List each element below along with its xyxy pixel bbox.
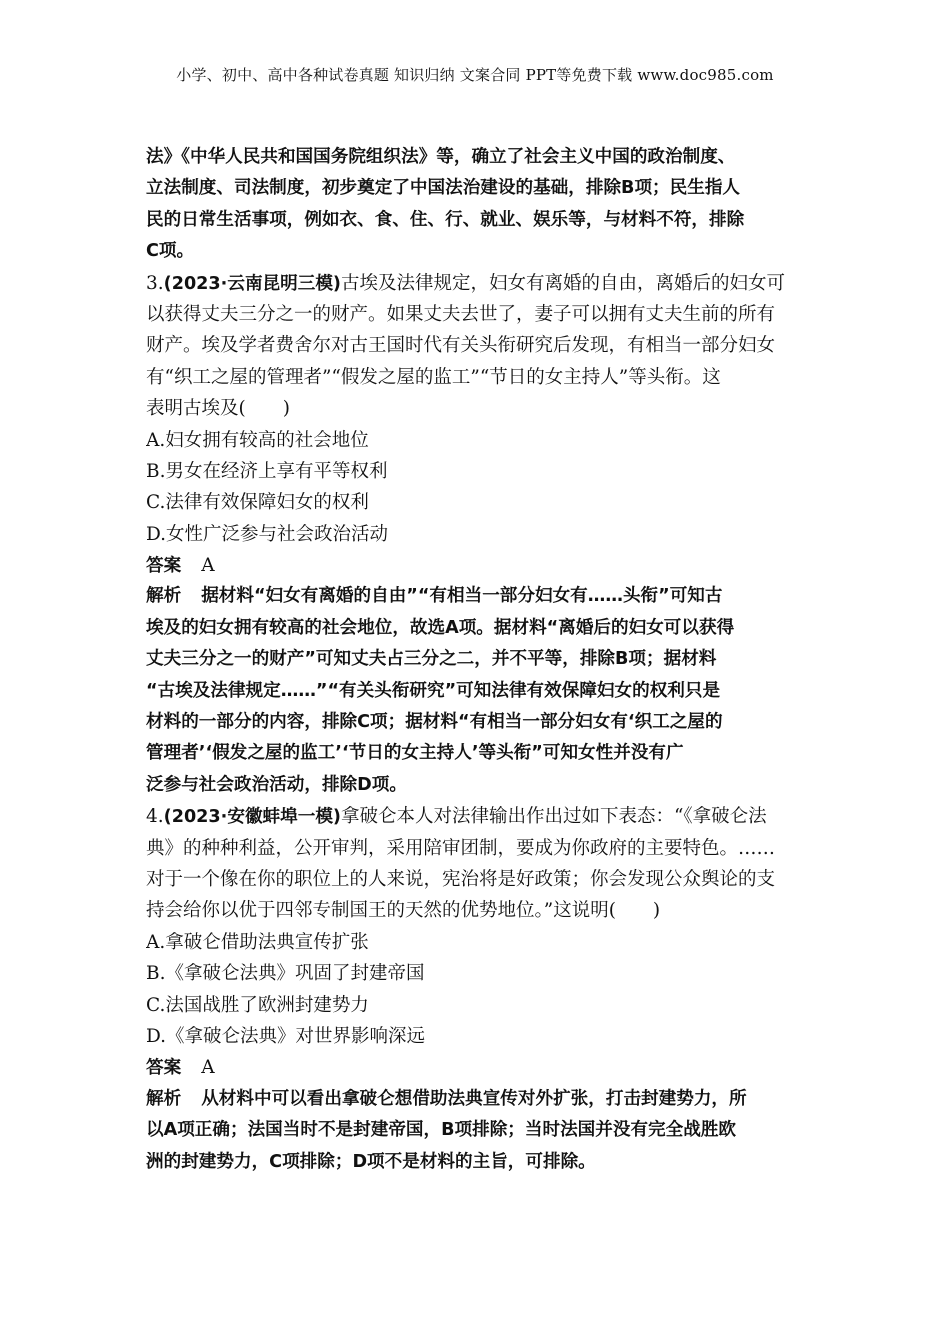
option-d: D.《拿破仑法典》对世界影响深远	[146, 1025, 426, 1047]
question-3	[146, 268, 810, 802]
answer-label: 答案	[146, 1058, 182, 1079]
analysis-line: 管理者’‘假发之屋的监工’‘节日的女主持人’等头衔”可知女性并没有广	[146, 743, 684, 764]
question-stem-line: 有“织工之屋的管理者”“假发之屋的监工”“节日的女主持人”等头衔。这	[146, 366, 721, 388]
question-stem-line: 财产。埃及学者费舍尔对古王国时代有关头衔研究后发现，有相当一部分妇女	[146, 335, 776, 357]
analysis-line: 民的日常生活事项，例如衣、食、住、行、就业、娱乐等，与材料不符，排除	[146, 209, 745, 230]
question-stem-line	[146, 268, 810, 299]
option-b: B.男女在经济上享有平等权利	[146, 460, 388, 482]
analysis-line: 材料的一部分的内容，排除C项；据材料“有相当一部分妇女有‘织工之屋的	[146, 712, 723, 733]
analysis-text: 从材料中可以看出拿破仑想借助法典宣传对外扩张，打击封建势力，所	[201, 1088, 747, 1109]
analysis-label: 解析	[146, 1088, 182, 1109]
question-source: (2023·安徽蚌埠一模)	[163, 807, 341, 828]
page-header: 小学、初中、高中各种试卷真题 知识归纳 文案合同 PPT等免费下载 www.doc985.com	[176, 66, 774, 84]
answer-value: A	[201, 1057, 215, 1079]
analysis-line: 以A项正确；法国当时不是封建帝国，B项排除；当时法国并没有完全战胜欧	[146, 1120, 737, 1141]
option-c: C.法国战胜了欧洲封建势力	[146, 994, 369, 1016]
question-source: (2023·云南昆明三模)	[163, 273, 341, 294]
analysis-line: 埃及的妇女拥有较高的社会地位，故选A项。据材料“离婚后的妇女可以获得	[146, 617, 735, 638]
question-stem-line	[146, 801, 810, 832]
analysis-line: 泛参与社会政治活动，排除D项。	[146, 774, 407, 795]
analysis-line: 法》《中华人民共和国国务院组织法》等，确立了社会主义中国的政治制度、	[146, 147, 736, 167]
question-4	[146, 801, 810, 1178]
analysis-text: 据材料“妇女有离婚的自由”“有相当一部分妇女有……头衔”可知古	[201, 586, 723, 607]
answer-value: A	[201, 555, 215, 577]
analysis-line	[146, 1084, 810, 1115]
option-c: C.法律有效保障妇女的权利	[146, 492, 369, 514]
document-body	[146, 142, 810, 1178]
question-stem-text: 拿破仑本人对法律输出作出过如下表态：“《拿破仑法	[340, 806, 767, 828]
analysis-line: 洲的封建势力，C项排除；D项不是材料的主旨，可排除。	[146, 1151, 596, 1172]
answer-label: 答案	[146, 556, 182, 577]
question-stem-line: 以获得丈夫三分之一的财产。如果丈夫去世了，妻子可以拥有丈夫生前的所有	[146, 303, 776, 325]
analysis-line: 丈夫三分之一的财产”可知丈夫占三分之二，并不平等，排除B项；据材料	[146, 649, 717, 670]
analysis-line: 立法制度、司法制度，初步奠定了中国法治建设的基础，排除B项；民生指人	[146, 178, 741, 199]
answer-line	[146, 1052, 810, 1083]
question-stem-line: 表明古埃及( )	[146, 398, 290, 420]
question-number: 3.	[146, 272, 164, 294]
option-b: B.《拿破仑法典》巩固了封建帝国	[146, 963, 425, 985]
question-stem-line: 持会给你以优于四邻专制国王的天然的优势地位。”这说明( )	[146, 900, 661, 922]
analysis-label: 解析	[146, 586, 182, 607]
answer-line	[146, 550, 810, 581]
question-number: 4.	[146, 806, 164, 828]
analysis-line: “古埃及法律规定……”“有关头衔研究”可知法律有效保障妇女的权利只是	[146, 680, 721, 701]
question-stem-line: 对于一个像在你的职位上的人来说，宪治将是好政策；你会发现公众舆论的支	[146, 868, 776, 890]
option-d: D.女性广泛参与社会政治活动	[146, 523, 389, 545]
option-a: A.妇女拥有较高的社会地位	[146, 429, 369, 451]
analysis-line: C项。	[146, 241, 195, 262]
question-stem-line: 典》的种种利益，公开审判，采用陪审团制，要成为你政府的主要特色。……	[146, 837, 776, 859]
prev-analysis	[146, 142, 810, 268]
option-a: A.拿破仑借助法典宣传扩张	[146, 931, 369, 953]
analysis-line	[146, 581, 810, 612]
question-stem-text: 古埃及法律规定，妇女有离婚的自由，离婚后的妇女可	[340, 272, 785, 294]
